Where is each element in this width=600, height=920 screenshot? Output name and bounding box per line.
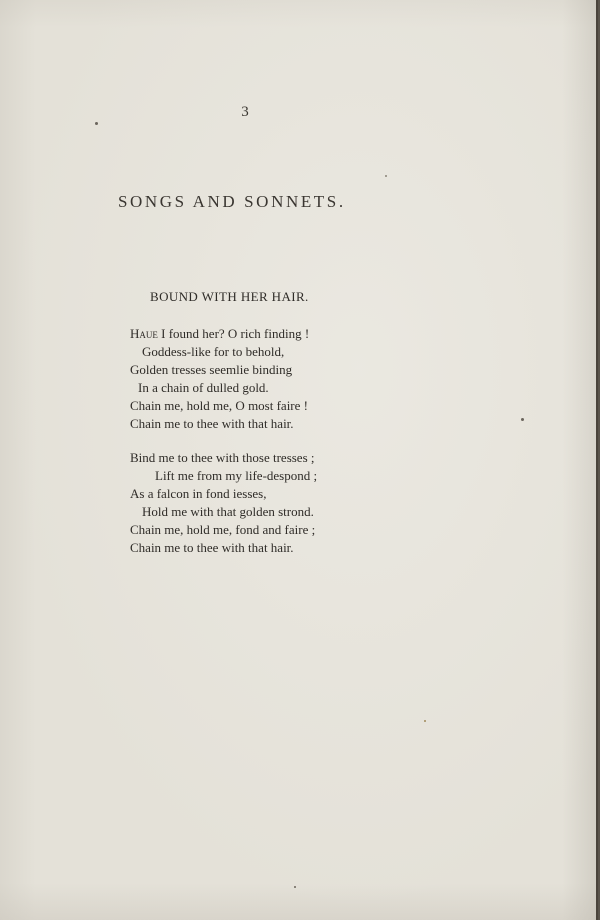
poem-line: Chain me to thee with that hair. [130,540,294,555]
section-title: SONGS AND SONNETS. [118,192,346,211]
poem-line: Hold me with that golden strond. [142,504,314,519]
poem-line: Golden tresses seemlie binding [130,362,293,377]
poem-line: In a chain of dulled gold. [138,380,269,395]
poem-line: Goddess-like for to behold, [142,344,285,359]
stanza-2 [130,449,317,557]
initial-word: Haue [130,326,158,341]
poem-line: Chain me, hold me, O most faire ! [130,398,308,413]
paper-speck [294,886,296,888]
poem-line: As a falcon in fond iesses, [130,486,267,501]
poem-line: Lift me from my life-despond ; [155,468,318,483]
paper-speck [385,175,387,177]
paper-speck [424,720,426,722]
poem-line [130,325,309,343]
page-number: 3 [241,104,249,120]
paper-speck [95,122,98,125]
page-edge [596,0,598,920]
poem-line: Chain me to thee with that hair. [130,416,294,431]
poem-line: Bind me to thee with those tresses ; [130,450,315,465]
paper-speck [521,418,524,421]
poem-title: BOUND WITH HER HAIR. [150,289,309,304]
poem-line: Chain me, hold me, fond and faire ; [130,522,316,537]
line-text: I found her? O rich finding ! [157,326,310,341]
stanza-1 [130,325,309,433]
